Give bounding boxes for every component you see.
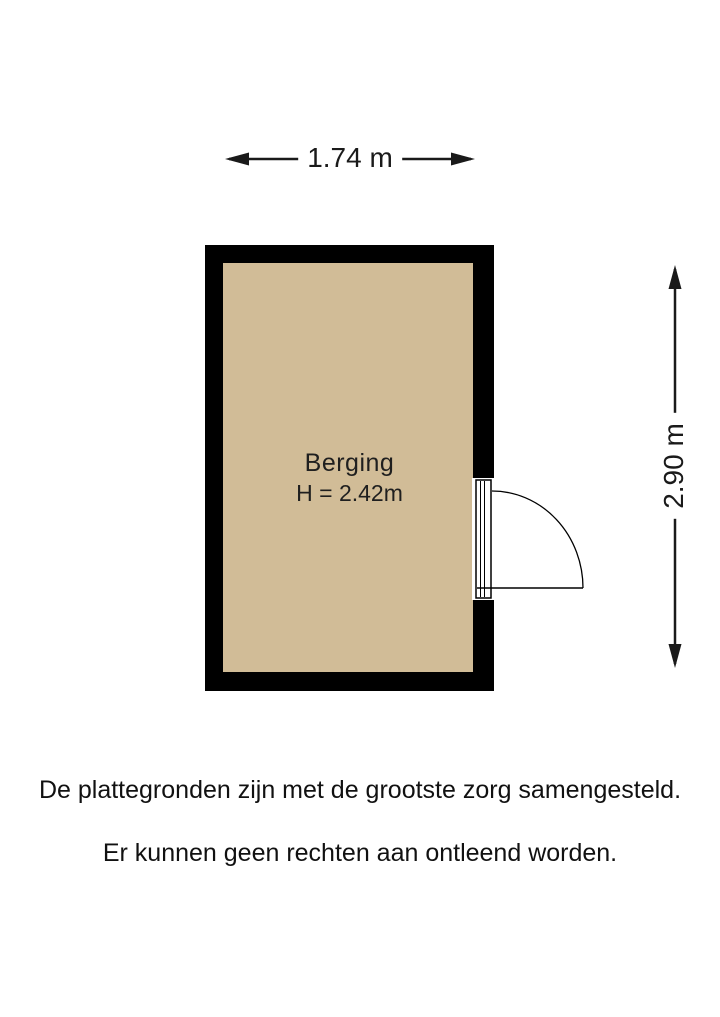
room-label-block bbox=[205, 448, 494, 508]
room-walls bbox=[205, 245, 494, 691]
disclaimer-line-2: Er kunnen geen rechten aan ontleend worden. bbox=[102, 839, 618, 867]
width-dimension-label: 1.74 m bbox=[298, 142, 402, 174]
height-dimension-label: 2.90 m bbox=[658, 413, 690, 519]
room-name: Berging bbox=[304, 449, 395, 477]
room-ceiling-height: H = 2.42m bbox=[296, 480, 403, 506]
door bbox=[470, 450, 600, 620]
disclaimer-line-1: De plattegronden zijn met de grootste zorg samengesteld. bbox=[38, 776, 682, 804]
